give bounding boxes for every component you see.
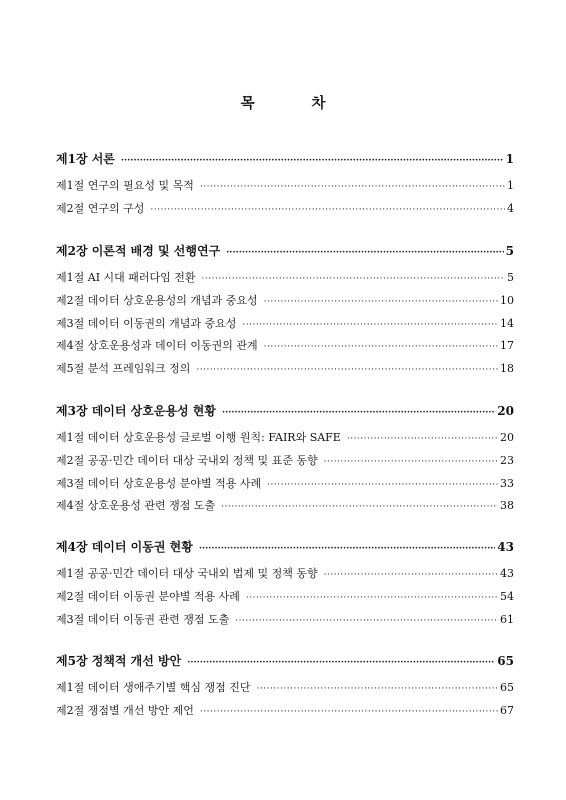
dot-leader [257, 684, 499, 694]
page-number: 1 [507, 179, 514, 192]
section-title: 제4절 상호운용성 관련 쟁점 도출 [56, 499, 216, 513]
dot-leader [222, 408, 495, 418]
toc-section-entry [56, 269, 514, 285]
section-title: 제1절 공공·민간 데이터 대상 국내외 법제 및 정책 동향 [56, 567, 318, 580]
chapter-title: 제4장 데이터 이동권 현황 [56, 540, 193, 554]
toc-chapter-entry [56, 402, 514, 419]
section-title: 제3절 데이터 상호운용성 분야별 적용 사례 [56, 476, 262, 490]
page-number: 1 [505, 152, 514, 166]
page-number: 65 [500, 681, 514, 694]
dot-leader [221, 502, 498, 512]
page-number: 10 [500, 293, 514, 307]
page-number: 54 [500, 589, 514, 603]
page-number: 18 [500, 362, 514, 376]
chapter-title: 제5장 정책적 개선 방안 [56, 654, 182, 668]
page-number: 20 [497, 404, 514, 418]
dot-leader [196, 365, 498, 375]
section-title: 제4절 상호운용성과 데이터 이동권의 관계 [56, 339, 258, 353]
dot-leader [264, 297, 498, 307]
page-number: 20 [500, 431, 514, 444]
toc-section-entry [56, 292, 514, 308]
section-title: 제2절 공공·민간 데이터 대상 국내외 정책 및 표준 동향 [56, 453, 318, 467]
toc-chapter-entry [56, 652, 514, 669]
page-title: 목 차 [240, 95, 352, 112]
toc-section-entry [56, 611, 514, 627]
toc-section-entry [56, 452, 514, 468]
chapter-title: 제2장 이론적 배경 및 선행연구 [56, 244, 221, 258]
toc-chapter-entry [56, 538, 514, 555]
dot-leader [187, 658, 495, 668]
page-number: 65 [497, 654, 514, 668]
toc-section-entry [56, 679, 514, 695]
page-number: 5 [507, 271, 514, 284]
toc-section-entry [56, 565, 514, 581]
page-number: 67 [500, 703, 514, 717]
dot-leader [242, 320, 498, 330]
page-number: 43 [500, 567, 514, 580]
section-title: 제1절 연구의 필요성 및 목적 [56, 179, 194, 192]
toc-section-entry [56, 337, 514, 353]
section-title: 제1절 AI 시대 패러다임 전환 [56, 271, 196, 284]
dot-leader [324, 457, 498, 467]
section-title: 제1절 데이터 상호운용성 글로벌 이행 원칙: FAIR와 SAFE [56, 431, 341, 444]
page-number: 23 [500, 453, 514, 467]
section-title: 제5절 분석 프레임워크 정의 [56, 362, 191, 376]
toc-section-entry [56, 200, 514, 216]
section-title: 제2절 데이터 이동권 분야별 적용 사례 [56, 589, 240, 603]
section-title: 제1절 데이터 생애주기별 핵심 쟁점 진단 [56, 681, 251, 694]
dot-leader [202, 274, 505, 284]
toc-section-entry [56, 702, 514, 718]
dot-leader [264, 342, 498, 352]
section-title: 제2절 연구의 구성 [56, 201, 145, 215]
toc-chapter-entry [56, 150, 514, 167]
toc-chapter-entry [56, 242, 514, 259]
page-number: 61 [500, 612, 514, 626]
page-number: 14 [500, 316, 514, 330]
dot-leader [324, 570, 498, 580]
dot-leader [150, 205, 505, 215]
page-number: 38 [500, 499, 514, 513]
dot-leader [200, 707, 498, 717]
page-number: 43 [497, 540, 514, 554]
section-title: 제3절 데이터 이동권 관련 쟁점 도출 [56, 612, 230, 626]
toc-section-entry [56, 475, 514, 491]
dot-leader [226, 248, 503, 258]
page-number: 33 [500, 476, 514, 490]
page-number: 4 [507, 201, 514, 215]
section-title: 제2절 쟁점별 개선 방안 제언 [56, 703, 194, 717]
toc-section-entry [56, 315, 514, 331]
toc-section-entry [56, 177, 514, 193]
dot-leader [347, 434, 498, 444]
dot-leader [200, 182, 505, 192]
section-title: 제3절 데이터 이동권의 개념과 중요성 [56, 316, 237, 330]
toc-section-entry [56, 588, 514, 604]
chapter-title: 제1장 서론 [56, 152, 115, 166]
page-number: 5 [505, 244, 514, 258]
dot-leader [121, 156, 504, 166]
toc-section-entry [56, 360, 514, 376]
dot-leader [246, 593, 498, 603]
chapter-title: 제3장 데이터 상호운용성 현황 [56, 404, 216, 418]
dot-leader [199, 544, 495, 554]
page-number: 17 [500, 339, 514, 353]
section-title: 제2절 데이터 상호운용성의 개념과 중요성 [56, 293, 258, 307]
dot-leader [267, 480, 498, 490]
dot-leader [235, 616, 498, 626]
toc-section-entry [56, 429, 514, 445]
toc-section-entry [56, 497, 514, 513]
